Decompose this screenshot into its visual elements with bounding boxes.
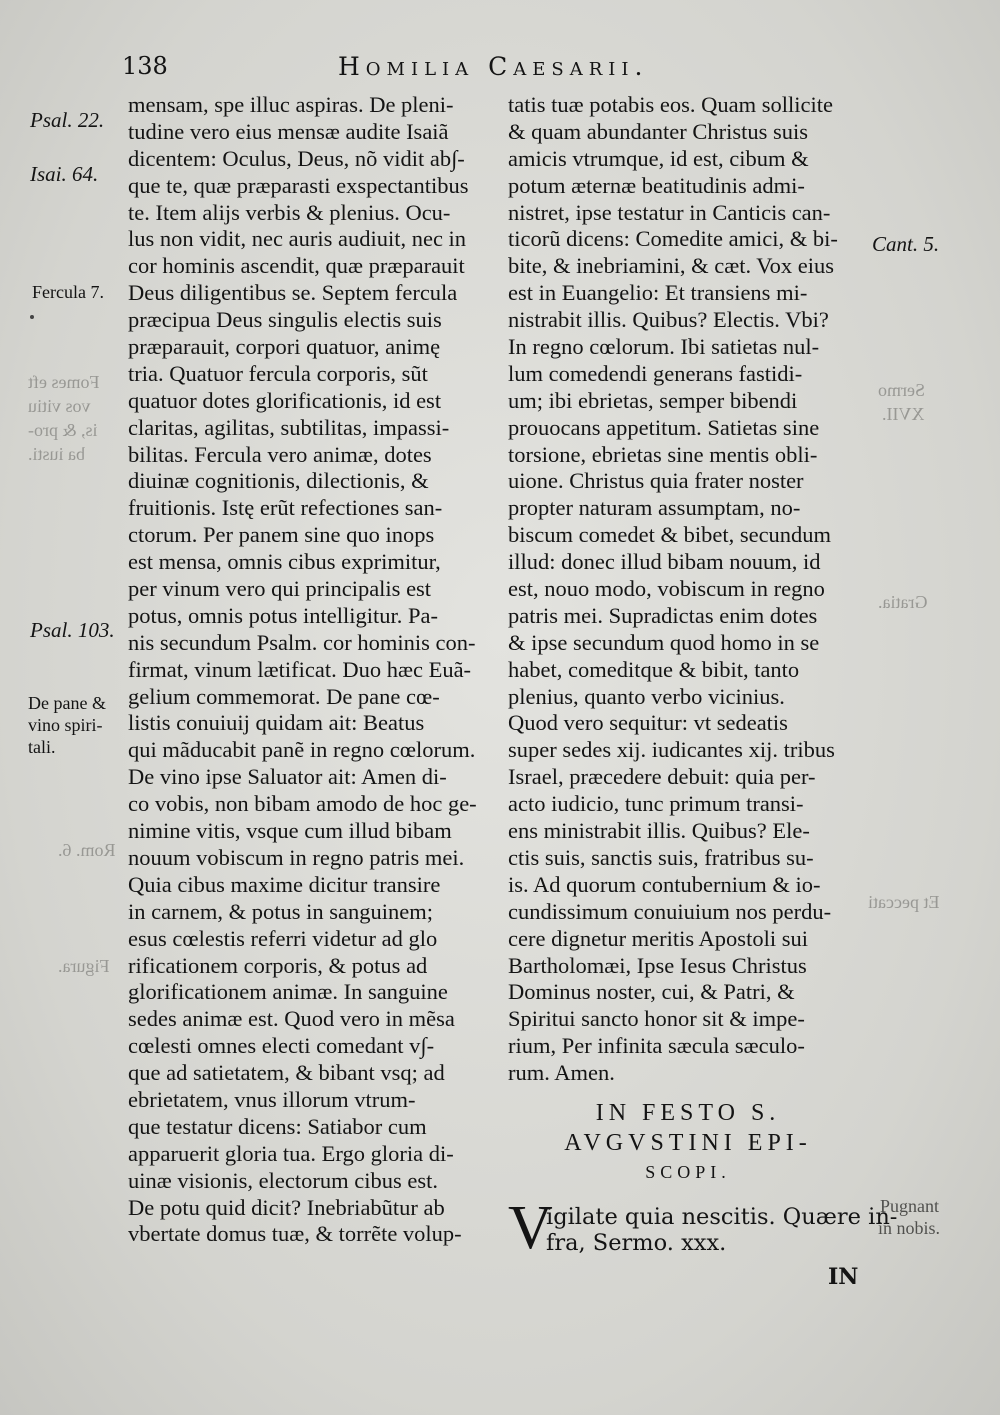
text-line: biscum comedet & bibet, secundum: [508, 522, 832, 548]
text-line: rium, Per infinita sæcula sæculo-: [508, 1033, 805, 1059]
text-line: apparuerit gloria tua. Ergo gloria di-: [128, 1140, 454, 1166]
text-line: acto iudicio, tunc primum transi-: [508, 791, 804, 817]
text-line: & quam abundanter Christus suis: [508, 118, 808, 144]
margin-note-line: De pane &: [28, 693, 106, 713]
text-line: est, nouo modo, vobiscum in regno: [508, 576, 825, 602]
text-line: Spiritui sancto honor sit & impe-: [508, 1006, 805, 1032]
show-through-text: ba iusti.: [28, 444, 85, 464]
text-line: qui mãducabit panẽ in regno cœlorum.: [128, 737, 476, 763]
text-line: uinæ visionis, electorum cibus est.: [128, 1167, 438, 1193]
text-line: torsione, ebrietas sine mentis obli-: [508, 441, 818, 467]
text-line: ctorum. Per panem sine quo inops: [128, 522, 435, 548]
show-through-text: vos vitiu: [28, 396, 91, 416]
text-line: cundissimum conuiuium nos perdu-: [508, 898, 832, 924]
text-line: bite, & inebriamini, & cæt. Vox eius: [508, 253, 835, 279]
page-number: 138: [122, 52, 168, 80]
text-line: cor hominis ascendit, quæ præparauit: [128, 253, 465, 279]
text-line: Quod vero sequitur: vt sedeatis: [508, 710, 788, 736]
text-line: is. Ad quorum contubernium & io-: [508, 871, 821, 897]
drop-capital: V: [508, 1194, 553, 1262]
text-line: ebrietatem, vnus illorum vtrum-: [128, 1086, 416, 1112]
text-line: Dominus noster, cui, & Patri, &: [508, 979, 795, 1005]
show-through-text: Pugnant: [880, 1196, 940, 1216]
text-line: diuinæ cognitionis, dilectionis, &: [128, 468, 429, 494]
text-line: illud: donec illud bibam nouum, id: [508, 549, 821, 575]
margin-note-line: vino spiri-: [28, 715, 103, 735]
text-line: in carnem, & potus in sanguinem;: [128, 898, 433, 924]
text-line: cœlesti omnes electi comedant v∫-: [128, 1033, 435, 1059]
margin-note-cant-5: Cant. 5.: [872, 232, 940, 256]
text-line: De potu quid dicit? Inebriabũtur ab: [128, 1194, 445, 1220]
text-line: que te, quæ præparasti exspectantibus: [128, 172, 469, 198]
text-line: nouum vobiscum in regno patris mei.: [128, 844, 465, 870]
section-heading-line-2: AVGVSTINI EPI-: [564, 1130, 812, 1156]
text-line: tatis tuæ potabis eos. Quam sollicite: [508, 92, 833, 117]
show-through-text: Et peccati: [868, 892, 940, 912]
show-through-text: Gratia.: [878, 592, 928, 612]
text-line: dicentem: Oculus, Deus, nõ vidit ab∫-: [128, 145, 465, 171]
section-text-line: igilate quia nescitis. Quære in-: [546, 1204, 898, 1230]
text-line: bilitas. Fercula vero animæ, dotes: [128, 441, 432, 467]
text-line: nis secundum Psalm. cor hominis con-: [128, 629, 476, 655]
text-line: te. Item alijs verbis & plenius. Ocu-: [128, 199, 451, 225]
text-line: prouocans appetitum. Satietas sine: [508, 414, 820, 440]
text-line: nistret, ipse testatur in Canticis can-: [508, 199, 831, 225]
page-header: [110, 52, 870, 86]
text-line: um; ibi ebrietas, semper bibendi: [508, 387, 798, 413]
text-line: ctis suis, sanctis suis, fratribus su-: [508, 844, 814, 870]
text-line: quatuor dotes glorificationis, id est: [128, 387, 442, 413]
text-line: rum. Amen.: [508, 1060, 615, 1086]
text-line: Deus diligentibus se. Septem fercula: [128, 280, 458, 306]
right-text-column: [508, 92, 868, 1087]
text-line: super sedes xij. iudicantes xij. tribus: [508, 737, 835, 763]
text-line: que ad satietatem, & bibant vsq; ad: [128, 1060, 445, 1086]
show-through-text: in nobis.: [878, 1218, 941, 1238]
text-line: habet, comeditque & bibit, tanto: [508, 656, 800, 682]
text-line: Israel, præcedere debuit: quia per-: [508, 764, 816, 790]
margin-note-fercula: Fercula 7.: [32, 282, 104, 302]
show-through-text: Figura.: [58, 956, 110, 976]
text-line: fruitionis. Istę erũt refectiones san-: [128, 495, 443, 521]
show-through-text: Rom. 6.: [58, 840, 116, 860]
show-through-text: is, & pro-: [28, 420, 98, 440]
section-text-line: fra, Sermo. xxx.: [546, 1230, 727, 1256]
text-line: De vino ipse Saluator ait: Amen di-: [128, 764, 447, 790]
text-line: est mensa, omnis cibus exprimitur,: [128, 549, 441, 575]
ink-speck: [30, 315, 34, 319]
text-line: ens ministrabit illis. Quibus? Ele-: [508, 818, 810, 844]
margin-note-psal-103: Psal. 103.: [30, 618, 115, 642]
text-line: patris mei. Supradictas enim dotes: [508, 602, 818, 628]
text-line: Quia cibus maxime dicitur transire: [128, 871, 441, 897]
text-line: rificationem corporis, & potus ad: [128, 952, 428, 978]
text-line: firmat, vinum lætificat. Duo hæc Euã-: [128, 656, 472, 682]
text-line: glorificationem animæ. In sanguine: [128, 979, 448, 1005]
text-line: uione. Christus quia frater noster: [508, 468, 804, 494]
section-heading-line-3: SCOPI.: [645, 1162, 731, 1182]
text-line: nistrabit illis. Quibus? Electis. Vbi?: [508, 307, 829, 333]
text-line: nimine vitis, vsque cum illud bibam: [128, 818, 452, 844]
text-line: plenius, quanto verbo vicinius.: [508, 683, 785, 709]
text-line: potus, omnis potus intelligitur. Pa-: [128, 602, 439, 628]
margin-note-isai-64: Isai. 64.: [30, 162, 99, 186]
text-line: ticorũ dicens: Comedite amici, & bi-: [508, 226, 838, 252]
text-line: Bartholomæi, Ipse Iesus Christus: [508, 952, 807, 978]
margin-note-psal-22: Psal. 22.: [30, 108, 105, 132]
text-line: amicis vtrumque, id est, cibum &: [508, 145, 809, 171]
text-line: claritas, agilitas, subtilitas, impassi-: [128, 414, 450, 440]
text-line: & ipse secundum quod homo in se: [508, 629, 820, 655]
show-through-text: Sermo: [878, 380, 925, 400]
margin-note-de-pane: [28, 692, 106, 758]
running-title: Homilia Caesarii.: [338, 52, 649, 81]
left-text-column: [128, 92, 493, 1248]
text-line: sedes animæ est. Quod vero in mẽsa: [128, 1006, 455, 1032]
text-line: cere dignetur meritis Apostoli sui: [508, 925, 808, 951]
text-line: lus non vidit, nec auris audiuit, nec in: [128, 226, 467, 252]
text-line: præcipua Deus singulis electis suis: [128, 307, 442, 333]
show-through-text: XVII.: [882, 404, 925, 424]
text-line: est in Euangelio: Et transiens mi-: [508, 280, 808, 306]
text-line: que testatur dicens: Satiabor cum: [128, 1113, 427, 1139]
text-line: gelium commemorat. De pane cœ-: [128, 683, 440, 709]
text-line: In regno cœlorum. Ibi satietas nul-: [508, 334, 820, 360]
text-line: per vinum vero qui principalis est: [128, 576, 432, 602]
text-line: mensam, spe illuc aspiras. De pleni-: [128, 92, 454, 117]
text-line: esus cœlestis referri videtur ad glo: [128, 925, 438, 951]
text-line: potum æternæ beatitudinis admi-: [508, 172, 805, 198]
text-line: propter naturam assumptam, no-: [508, 495, 801, 521]
margin-note-line: tali.: [28, 737, 56, 757]
text-line: tudine vero eius mensæ audite Isaiã: [128, 118, 449, 144]
text-line: tria. Quatuor fercula corporis, sũt: [128, 360, 428, 386]
text-line: præparauit, corpori quatuor, animę: [128, 334, 441, 360]
catchword: IN: [828, 1264, 859, 1290]
text-line: vbertate domus tuæ, & torrẽte volup-: [128, 1221, 462, 1247]
text-line: lum comedendi generans fastidi-: [508, 360, 803, 386]
text-line: listis conuiuij quidam ait: Beatus: [128, 710, 425, 736]
text-line: co vobis, non bibam amodo de hoc ge-: [128, 791, 477, 817]
section-heading-line-1: IN FESTO S.: [595, 1100, 781, 1126]
show-through-text: Fomes eft: [28, 372, 100, 392]
